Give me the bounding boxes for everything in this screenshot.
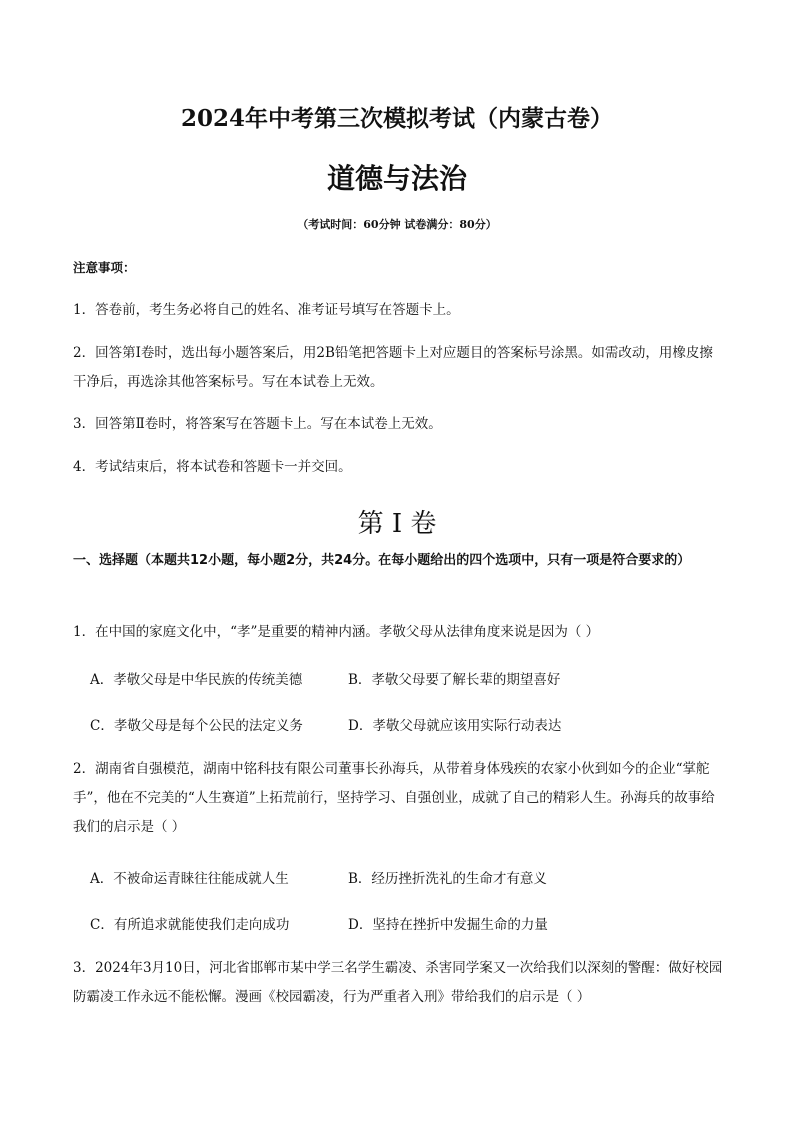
notice-item-1: 1．答卷前，考生务必将自己的姓名、准考证号填写在答题卡上。 bbox=[73, 302, 460, 318]
question-2-stem: 2．湖南省自强模范，湖南中铭科技有限公司董事长孙海兵，从带着身体残疾的农家小伙到如今的企业“掌舵手”，他在不完美的“人生赛道”上拓荒前行，坚持学习、自强创业，成就了自己的精彩人生。孙海兵的故事给我们的启示是（ ） bbox=[73, 761, 715, 835]
question-2-option-a: A．不被命运青睐往往能成就人生 bbox=[90, 871, 289, 887]
question-1-option-c: C．孝敬父母是每个公民的法定义务 bbox=[90, 718, 303, 734]
question-1-stem: 1．在中国的家庭文化中，“孝”是重要的精神内涵。孝敬父母从法律角度来说是因为（ ） bbox=[73, 624, 600, 640]
notice-item-2: 2．回答第Ⅰ卷时，选出每小题答案后，用2B铅笔把答题卡上对应题目的答案标号涂黑。如需改动，用橡皮擦干净后，再选涂其他答案标号。写在本试卷上无效。 bbox=[73, 345, 713, 390]
section-intro: 一、选择题（本题共12小题，每小题2分，共24分。在每小题给出的四个选项中，只有一项是符合要求的） bbox=[73, 553, 691, 568]
exam-title: 2024年中考第三次模拟考试（内蒙古卷） bbox=[180, 105, 613, 132]
question-2-option-c: C．有所追求就能使我们走向成功 bbox=[90, 917, 290, 933]
question-2-option-b: B．经历挫折洗礼的生命才有意义 bbox=[348, 871, 547, 887]
exam-info: （考试时间：60分钟 试卷满分：80分） bbox=[297, 218, 497, 231]
notice-heading: 注意事项： bbox=[73, 260, 136, 275]
question-2-option-d: D．坚持在挫折中发掘生命的力量 bbox=[348, 917, 548, 933]
question-3-stem: 3．2024年3月10日，河北省邯郸市某中学三名学生霸凌、杀害同学案又一次给我们以深刻的警醒：做好校园防霸凌工作永远不能松懈。漫画《校园霸凌，行为严重者入刑》带给我们的启示是（ ） bbox=[73, 960, 723, 1005]
subject-title: 道德与法治 bbox=[326, 162, 467, 195]
section-title: 第 I 卷 bbox=[357, 509, 437, 539]
question-1-option-a: A．孝敬父母是中华民族的传统美德 bbox=[90, 672, 303, 688]
question-1-option-b: B．孝敬父母要了解长辈的期望喜好 bbox=[348, 672, 561, 688]
notice-item-4: 4．考试结束后，将本试卷和答题卡一并交回。 bbox=[73, 459, 352, 475]
notice-item-3: 3．回答第Ⅱ卷时，将答案写在答题卡上。写在本试卷上无效。 bbox=[73, 416, 442, 432]
question-1-option-d: D．孝敬父母就应该用实际行动表达 bbox=[348, 718, 562, 734]
